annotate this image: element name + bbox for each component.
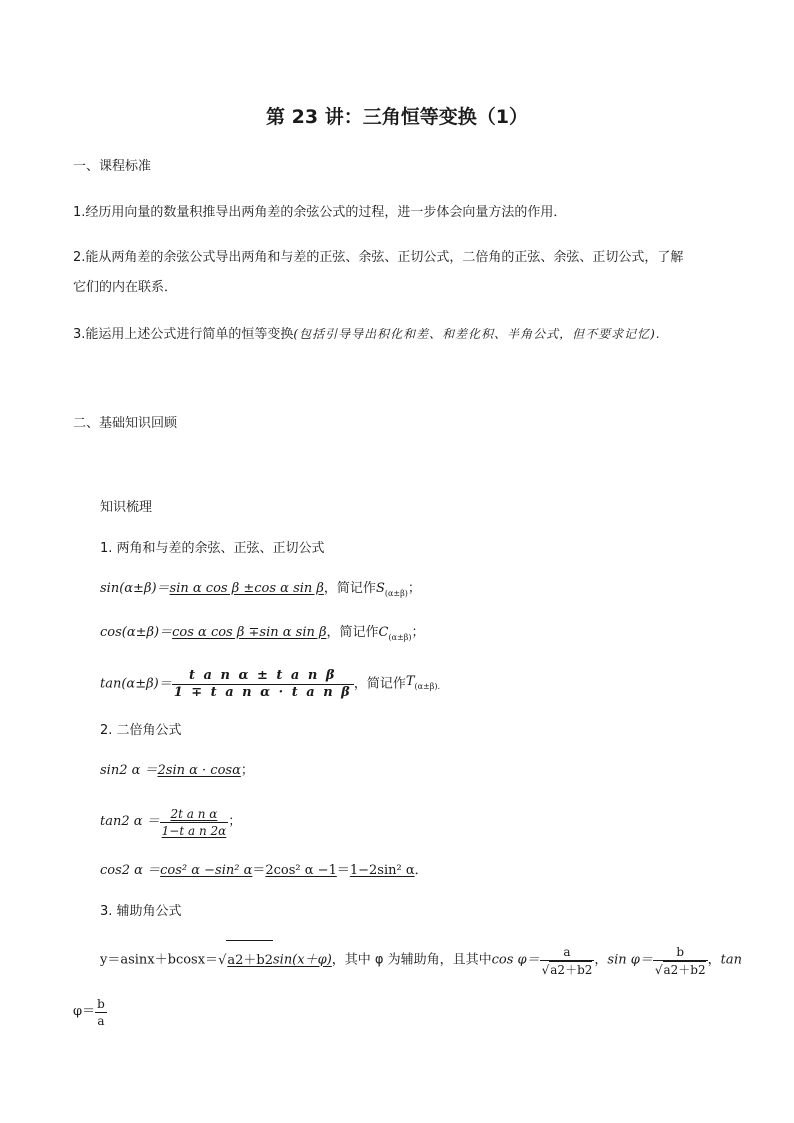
aux-mid-text: ，其中 φ 为辅助角，且其中 [331,952,492,968]
standard-item-2-line-1: 2.能从两角差的余弦公式导出两角和与差的正弦、余弦、正切公式，二倍角的正弦、余弦、正切公式，了解 [73,250,684,265]
formula-auxiliary-tan [73,992,107,1033]
standard-item-3-note: (包括引导导出积化和差、和差化积、半角公式，但不要求记忆). [293,327,661,341]
aux-sqrt [218,953,273,968]
aux-cos-numerator: a [563,944,571,959]
part3-heading: 3. 辅助角公式 [100,904,182,919]
sin-sum-symbol: $S_{(\alpha\pm\beta)}$ [375,581,408,598]
sin-sum-note: ，简记作 [323,581,376,596]
aux-radicand: a2＋b2 [226,940,273,981]
formula-tan-sum-diff [100,662,440,707]
tan-sum-numerator: t a n α ± t a n β [189,668,337,683]
tan-sum-fraction [172,668,354,701]
aux-cos-denominator: √a2＋b2 [540,960,595,978]
tan-sum-denominator: 1 ∓ t a n α · t a n β [173,685,352,700]
aux-sin-part: sin(x＋φ) [272,952,332,968]
sin-double-end: ； [240,763,254,778]
section-heading-basic-knowledge: 二、基础知识回顾 [73,416,178,431]
page-title: 第 23 讲：三角恒等变换（1） [266,106,528,128]
standard-item-3-main: 3.能运用上述公式进行简单的恒等变换 [73,327,294,342]
aux-sep-2: ， [707,952,721,968]
aux-tan-word: tan [720,952,742,968]
section-heading-course-standard: 一、课程标准 [73,159,152,174]
sin-double-lhs: sin2 α ＝ [100,763,158,778]
standard-item-3 [73,325,661,344]
aux-sep-1: ， [594,952,608,968]
aux-sin-numerator: b [676,944,685,959]
aux-sin-fraction [653,944,708,978]
cos-double-eq-1: ＝ [252,863,266,878]
cos-double-form-1: cos² α −sin² α [160,863,253,878]
tan-double-end: ； [228,814,242,829]
formula-sin-double [100,762,254,780]
tan-sum-lhs: tan(α±β)＝ [100,676,172,692]
cos-sum-symbol: $C_{(\alpha\pm\beta)}$ [378,625,412,642]
cos-double-form-2: 2cos² α −1 [265,863,337,878]
formula-cos-double [100,862,428,880]
tan-sum-note: ，简记作 [353,676,406,692]
cos-sum-end: ； [411,625,425,640]
aux-sin-phi: sin φ＝ [607,952,653,968]
sin-sum-lhs: sin(α±β)＝ [100,581,170,596]
aux-cos-fraction [540,944,595,978]
sqrt-icon: √ [218,953,227,968]
formula-tan-double [100,802,241,843]
knowledge-summary-heading: 知识梳理 [100,500,153,515]
sin-sum-rhs: sin α cos β ±cos α sin β [169,581,324,596]
aux-lhs: y＝asinx＋bcosx＝ [100,952,219,968]
formula-cos-sum-diff [100,624,424,647]
cos-sum-note: ，简记作 [326,625,379,640]
part1-heading: 1. 两角和与差的余弦、正弦、正切公式 [100,541,325,556]
cos-double-form-3: 1−2sin² α [349,863,415,878]
aux-phi-eq: φ＝ [73,1004,96,1019]
cos-sum-rhs: cos α cos β ∓sin α sin β [172,625,327,640]
sin-sum-end: ； [407,581,421,596]
formula-sin-sum-diff [100,580,421,603]
aux-tan-fraction [95,996,107,1029]
standard-item-2-line-2: 它们的内在联系． [73,280,178,295]
tan-double-numerator: 2t a n α [170,806,218,821]
tan-double-denominator: 1−t a n 2α [161,823,227,838]
aux-tan-denominator: a [95,1012,107,1029]
sin-double-rhs: 2sin α · cosα [157,763,241,778]
standard-item-1: 1.经历用向量的数量积推导出两角差的余弦公式的过程，进一步体会向量方法的作用． [73,205,567,220]
cos-double-eq-2: ＝ [336,863,350,878]
cos-double-end: ． [414,863,428,878]
tan-double-lhs: tan2 α ＝ [100,814,160,829]
cos-double-lhs: cos2 α ＝ [100,863,161,878]
aux-tan-numerator: b [97,996,105,1011]
formula-auxiliary-angle [100,940,742,981]
tan-double-fraction [160,806,229,839]
tan-sum-symbol: $T_{(\alpha\pm\beta).}$ [405,674,441,691]
part2-heading: 2. 二倍角公式 [100,723,182,738]
cos-sum-lhs: cos(α±β)＝ [100,625,173,640]
aux-sin-denominator: √a2＋b2 [653,960,708,978]
aux-cos-phi: cos φ＝ [491,952,540,968]
